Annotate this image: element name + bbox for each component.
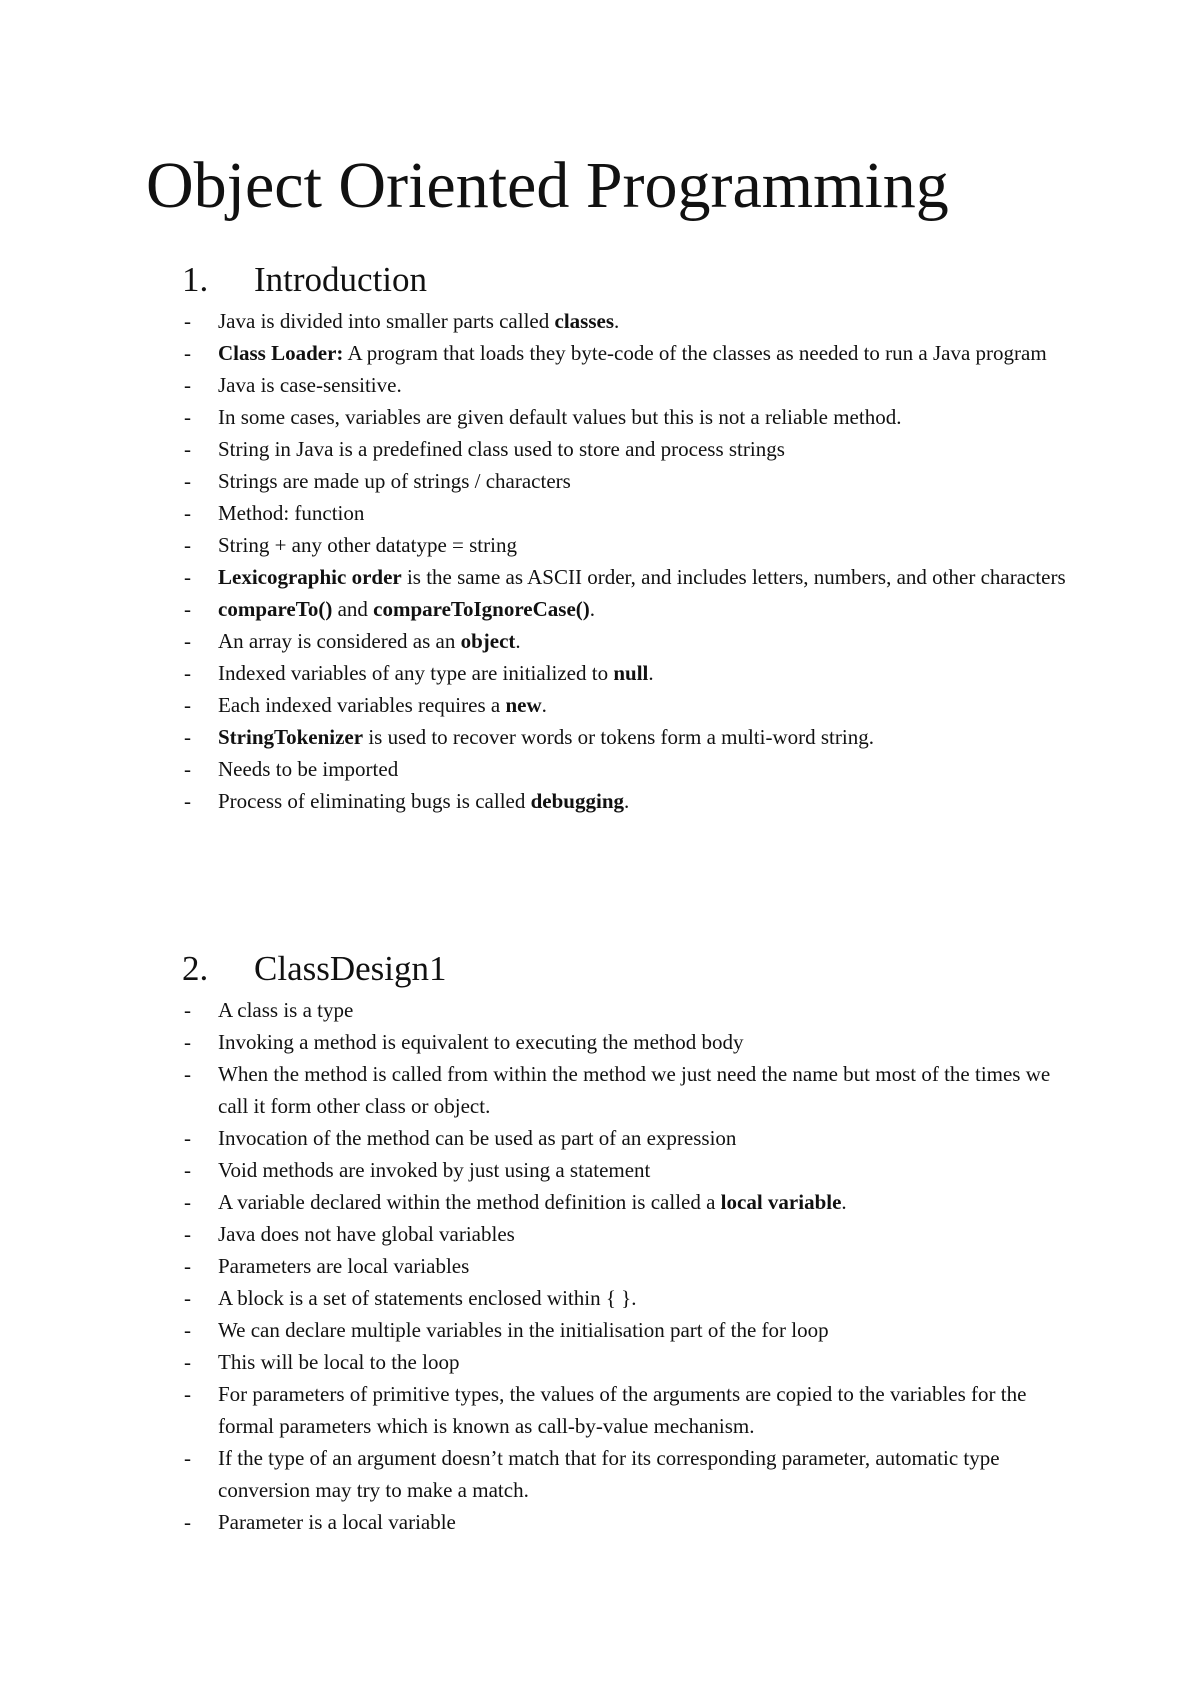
- section-classdesign1: [0, 947, 1200, 1538]
- bold-term: StringTokenizer: [218, 725, 364, 749]
- bullet-text: .: [614, 309, 620, 333]
- bullet-text: .: [648, 661, 654, 685]
- bullet-item: [0, 1282, 1068, 1314]
- bullet-item: [0, 625, 1068, 657]
- bullet-text: .: [841, 1190, 847, 1214]
- bold-term: new: [505, 693, 542, 717]
- bullet-text: String in Java is a predefined class used to store and process strings: [218, 437, 785, 461]
- bullet-text: Void methods are invoked by just using a statement: [218, 1158, 651, 1182]
- bullet-item: [0, 561, 1068, 593]
- bullet-text: An array is considered as an: [218, 629, 461, 653]
- bullet-text: Method: function: [218, 501, 365, 525]
- bullet-item: [0, 753, 1068, 785]
- bullet-text: A variable declared within the method definition is called a: [218, 1190, 721, 1214]
- bold-term: classes: [554, 309, 614, 333]
- bullet-item: [0, 1026, 1068, 1058]
- bullet-item: [0, 1250, 1068, 1282]
- section-title: ClassDesign1: [254, 949, 447, 988]
- section-number: 1.: [182, 260, 209, 299]
- bullet-text: .: [515, 629, 521, 653]
- bold-term: Class Loader:: [218, 341, 344, 365]
- bullet-item: [0, 1058, 1068, 1122]
- bullet-text: Process of eliminating bugs is called: [218, 789, 531, 813]
- bold-term: Lexicographic order: [218, 565, 402, 589]
- bullet-text: Java is case-sensitive.: [218, 373, 402, 397]
- bullet-item: [0, 305, 1068, 337]
- bullet-item: [0, 401, 1068, 433]
- bullet-text: Java does not have global variables: [218, 1222, 515, 1246]
- section-number: 2.: [182, 949, 209, 988]
- bullet-item: [0, 593, 1068, 625]
- bullet-item: [0, 1346, 1068, 1378]
- bullet-text: A block is a set of statements enclosed within { }.: [218, 1286, 637, 1310]
- bullet-text: and: [332, 597, 374, 621]
- bullet-list: [0, 994, 1200, 1538]
- bullet-text: Indexed variables of any type are initialized to: [218, 661, 614, 685]
- bullet-text: .: [624, 789, 630, 813]
- bullet-item: [0, 1154, 1068, 1186]
- bullet-item: [0, 433, 1068, 465]
- bullet-text: Each indexed variables requires a: [218, 693, 506, 717]
- bold-term: local variable: [720, 1190, 842, 1214]
- bullet-item: [0, 529, 1068, 561]
- bullet-item: [0, 337, 1068, 369]
- bullet-item: [0, 1218, 1068, 1250]
- document-title: Object Oriented Programming: [146, 149, 949, 222]
- bullet-list: [0, 305, 1200, 817]
- bullet-text: Parameters are local variables: [218, 1254, 470, 1278]
- bold-term: compareToIgnoreCase(): [373, 597, 590, 621]
- bullet-item: [0, 785, 1068, 817]
- bold-term: object: [460, 629, 516, 653]
- bold-term: null: [613, 661, 649, 685]
- bullet-text: Parameter is a local variable: [218, 1510, 456, 1534]
- bullet-text: is the same as ASCII order, and includes letters, numbers, and other characters: [401, 565, 1066, 589]
- bullet-item: [0, 994, 1068, 1026]
- bullet-item: [0, 1314, 1068, 1346]
- bullet-item: [0, 657, 1068, 689]
- bullet-text: We can declare multiple variables in the initialisation part of the for loop: [218, 1318, 829, 1342]
- section-title: Introduction: [254, 260, 428, 299]
- bullet-item: [0, 497, 1068, 529]
- bullet-text: .: [541, 693, 547, 717]
- bullet-item: [0, 689, 1068, 721]
- bullet-text: Invoking a method is equivalent to executing the method body: [218, 1030, 744, 1054]
- section-heading: [0, 947, 1200, 991]
- bullet-text: Java is divided into smaller parts called: [218, 309, 555, 333]
- bullet-text: Strings are made up of strings / characters: [218, 469, 571, 493]
- bullet-text: is used to recover words or tokens form a multi-word string.: [363, 725, 874, 749]
- bullet-item: [0, 1506, 1068, 1538]
- bullet-text: Needs to be imported: [218, 757, 399, 781]
- bullet-item: [0, 1122, 1068, 1154]
- bullet-item: [0, 1442, 1068, 1506]
- bullet-text: String + any other datatype = string: [218, 533, 517, 557]
- bullet-text: A program that loads they byte-code of the classes as needed to run a Java program: [343, 341, 1047, 365]
- bullet-text: For parameters of primitive types, the values of the arguments are copied to the variables for the formal parameters which is known as call-by-value mechanism.: [218, 1382, 1027, 1438]
- section-heading: [0, 258, 1200, 302]
- bullet-text: This will be local to the loop: [218, 1350, 460, 1374]
- bold-term: debugging: [530, 789, 624, 813]
- bullet-item: [0, 721, 1068, 753]
- bullet-text: A class is a type: [218, 998, 354, 1022]
- bullet-item: [0, 1186, 1068, 1218]
- bullet-text: When the method is called from within the method we just need the name but most of the times we call it form other class or object.: [218, 1062, 1051, 1118]
- bullet-item: [0, 1378, 1068, 1442]
- bullet-item: [0, 465, 1068, 497]
- bullet-text: If the type of an argument doesn’t match that for its corresponding parameter, automatic type conversion may try to make a match.: [218, 1446, 1000, 1502]
- bold-term: compareTo(): [218, 597, 333, 621]
- section-introduction: [0, 258, 1200, 817]
- bullet-text: .: [589, 597, 595, 621]
- bullet-item: [0, 369, 1068, 401]
- bullet-text: Invocation of the method can be used as part of an expression: [218, 1126, 737, 1150]
- bullet-text: In some cases, variables are given default values but this is not a reliable method.: [218, 405, 902, 429]
